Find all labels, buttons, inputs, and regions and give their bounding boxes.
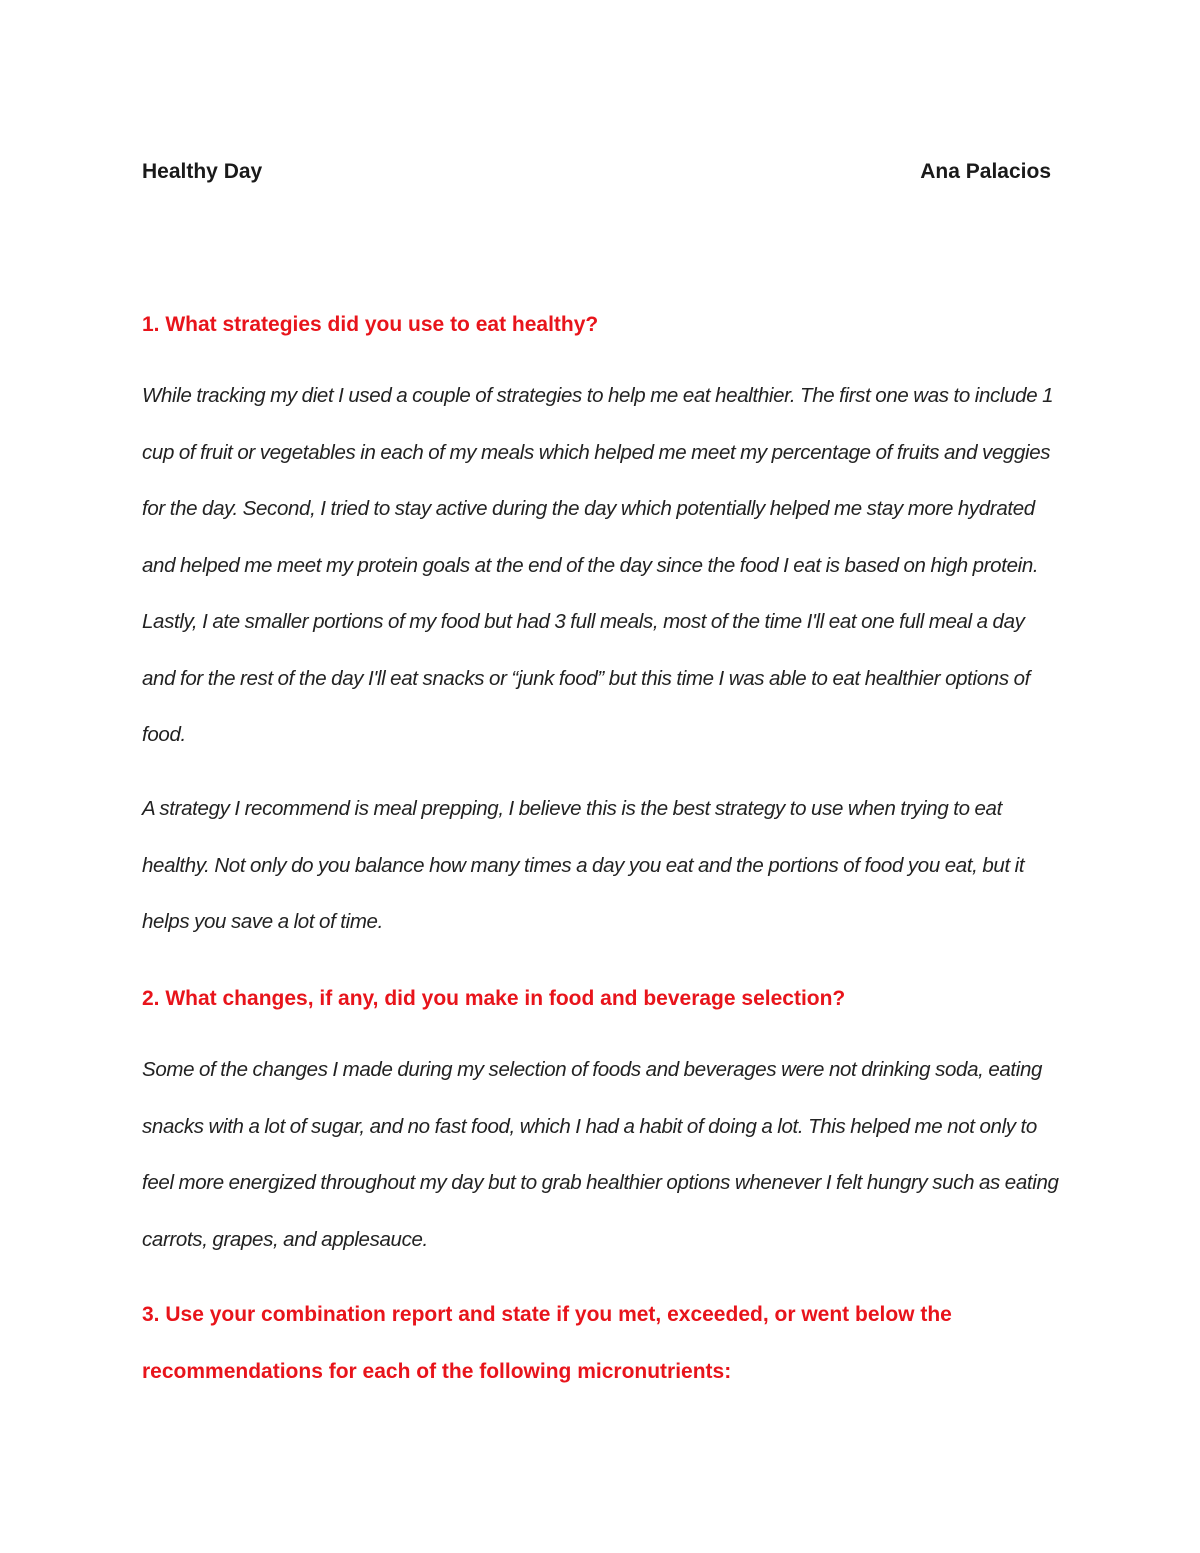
document-title: Healthy Day (142, 160, 263, 183)
question-3: 3. Use your combination report and state if you met, exceeded, or went below the recommendations for each of the following micronutrients: (142, 1303, 952, 1383)
answer-1-paragraph-1: While tracking my diet I used a couple of strategies to help me eat healthier. The first one was to include 1 cup of fruit or vegetables in each of my meals which helped me meet my percentage of fruits and veggies for the day. Second, I tried to stay active during the day which potentially helped me stay more hydrated and helped me meet my protein goals at the end of the day since the food I eat is based on high protein. Lastly, I ate smaller portions of my food but had 3 full meals, most of the time I'll eat one full meal a day and for the rest of the day I'll eat snacks or “junk food” but this time I was able to eat healthier options of food. (142, 384, 1054, 746)
question-1: 1. What strategies did you use to eat healthy? (142, 313, 599, 336)
author-name: Ana Palacios (920, 160, 1051, 183)
question-2: 2. What changes, if any, did you make in food and beverage selection? (142, 987, 846, 1010)
answer-1-paragraph-2: A strategy I recommend is meal prepping, I believe this is the best strategy to use when trying to eat healthy. Not only do you balance how many times a day you eat and the portions of food you eat, but it helps you save a lot of time. (142, 797, 1025, 933)
answer-2-paragraph-1: Some of the changes I made during my selection of foods and beverages were not drinking soda, eating snacks with a lot of sugar, and no fast food, which I had a habit of doing a lot. This helped me not only to feel more energized throughout my day but to grab healthier options whenever I felt hungry such as eating carrots, grapes, and applesauce. (142, 1058, 1059, 1251)
document-header (142, 160, 1051, 184)
